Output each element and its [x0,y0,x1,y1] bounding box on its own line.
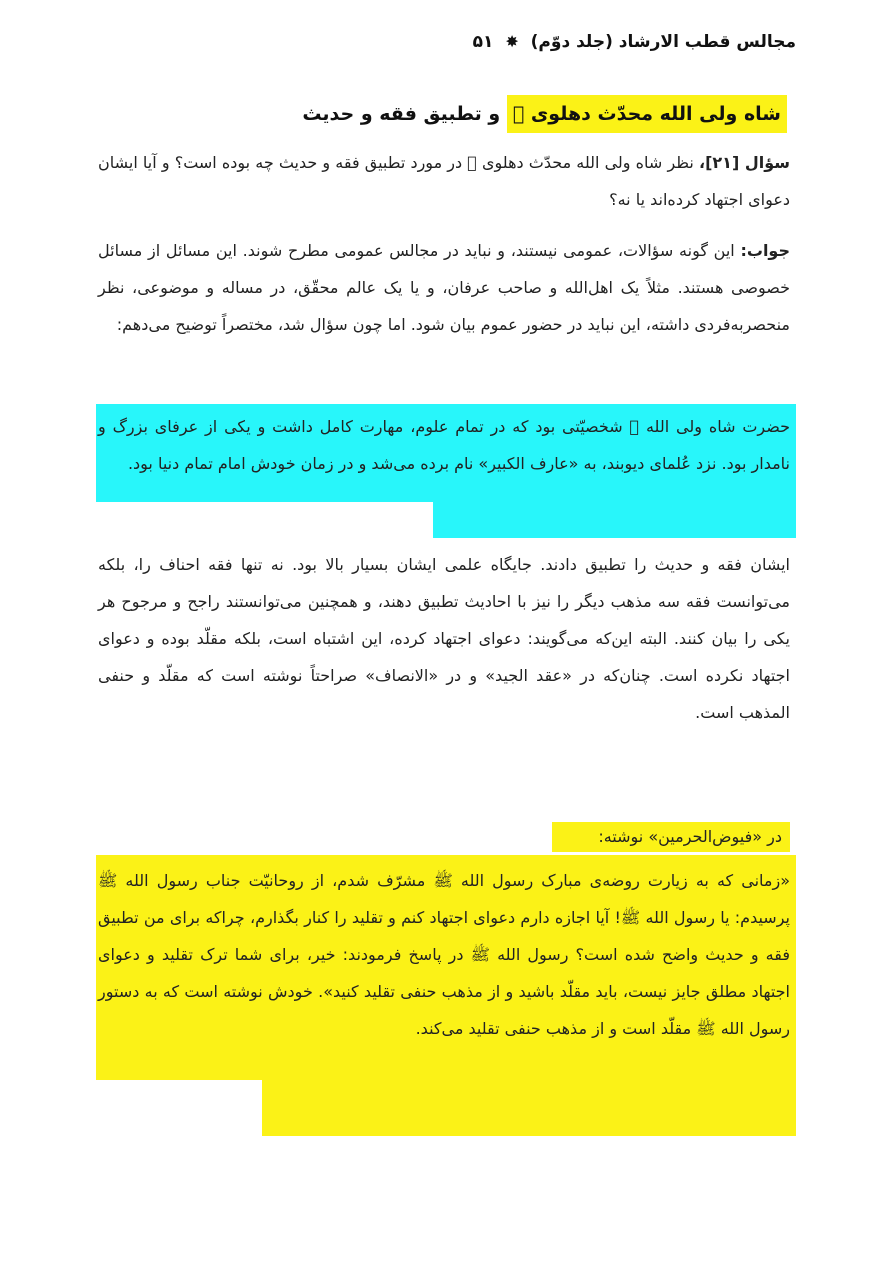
cyan-highlight-notch [96,502,433,538]
star-ornament-icon: ✸ [505,32,519,51]
quote-paragraph: «زمانی که به زیارت روضه‌ی مبارک رسول الله ﷺ مشرّف شدم، از روحانیّت جناب رسول الله ﷺ پرسیدم: یا رسول الله ﷺ! آیا اجازه دارم دعوای اجتهاد کنم و تقلید را کنار بگذارم، چراکه برای من تطبیق فقه و حدیث واضح شده است؟ رسول الله ﷺ در پاسخ فرمودند: خیر، برای شما ترک تقلید و دعوای اجتهاد مطلق جایز نیست، باید مقلّد باشید و از مذهب حنفی تقلید کنید». خودش نوشته است که به دستور رسول الله ﷺ مقلّد است و از مذهب حنفی تقلید می‌کند. [98,871,790,1038]
page-number: ۵۱ [472,32,494,52]
question-paragraph [98,144,790,218]
section-title [255,92,787,136]
running-header [473,32,796,52]
question-label: سؤال [۲۱]، [699,153,790,172]
section-title-rest: و تطبیق فقه و حدیث [302,103,501,125]
question-text: نظر شاه ولی الله محدّث دهلوی ﷫ در مورد تطبیق فقه و حدیث چه بوده است؟ و آیا ایشان دعوای اجتهاد کرده‌اند یا نه؟ [98,153,790,209]
section-title-highlighted: شاه ولی الله محدّث دهلوی ﷫ [507,95,787,133]
yellow-quote-highlight-tail [262,1080,796,1136]
answer-paragraph [98,232,790,343]
answer-label: جواب: [740,241,790,260]
answer-text: این گونه سؤالات، عمومی نیستند، و نباید در مجالس عمومی مطرح شوند. این مسائل از مسائل خصوصی هستند. مثلاً یک اهل‌الله و صاحب عرفان، و یا یک عالم محقّق، در مساله و موضوعی، نظر منحصربه‌فردی داشته، این نباید در حضور عموم بیان شود. اما چون سؤال شد، مختصراً توضیح می‌دهم: [98,241,790,334]
running-title: مجالس قطب الارشاد (جلد دوّم) [530,32,796,52]
cyan-highlighted-paragraph: حضرت شاه ولی الله ﷫ شخصیّتی بود که در تمام علوم، مهارت کامل داشت و یکی از عرفای بزرگ و نامدار بود. نزد عُلمای دیوبند، به «عارف الکبیر» نام برده می‌شد و در زمان خودش امام تمام دنیا بود. [98,417,790,473]
quote-source-label: در «فیوض‌الحرمین» نوشته: [598,827,782,846]
body-paragraph: ایشان فقه و حدیث را تطبیق دادند. جایگاه علمی ایشان بسیار بالا بود. نه تنها فقه احناف را، بلکه می‌توانست فقه سه مذهب دیگر را نیز با احادیث تطبیق دهند، و همچنین می‌توانستند راجح و مرجوح هر یکی را بیان کنند. البته این‌که می‌گویند: دعوای اجتهاد کرده، این اشتباه است، بلکه مقلّد بوده و دعوای اجتهاد نکرده است. چنان‌که در «عقد الجید» و در «الانصاف» صراحتاً نوشته است که مقلّد و حنفی المذهب است. [98,555,790,722]
